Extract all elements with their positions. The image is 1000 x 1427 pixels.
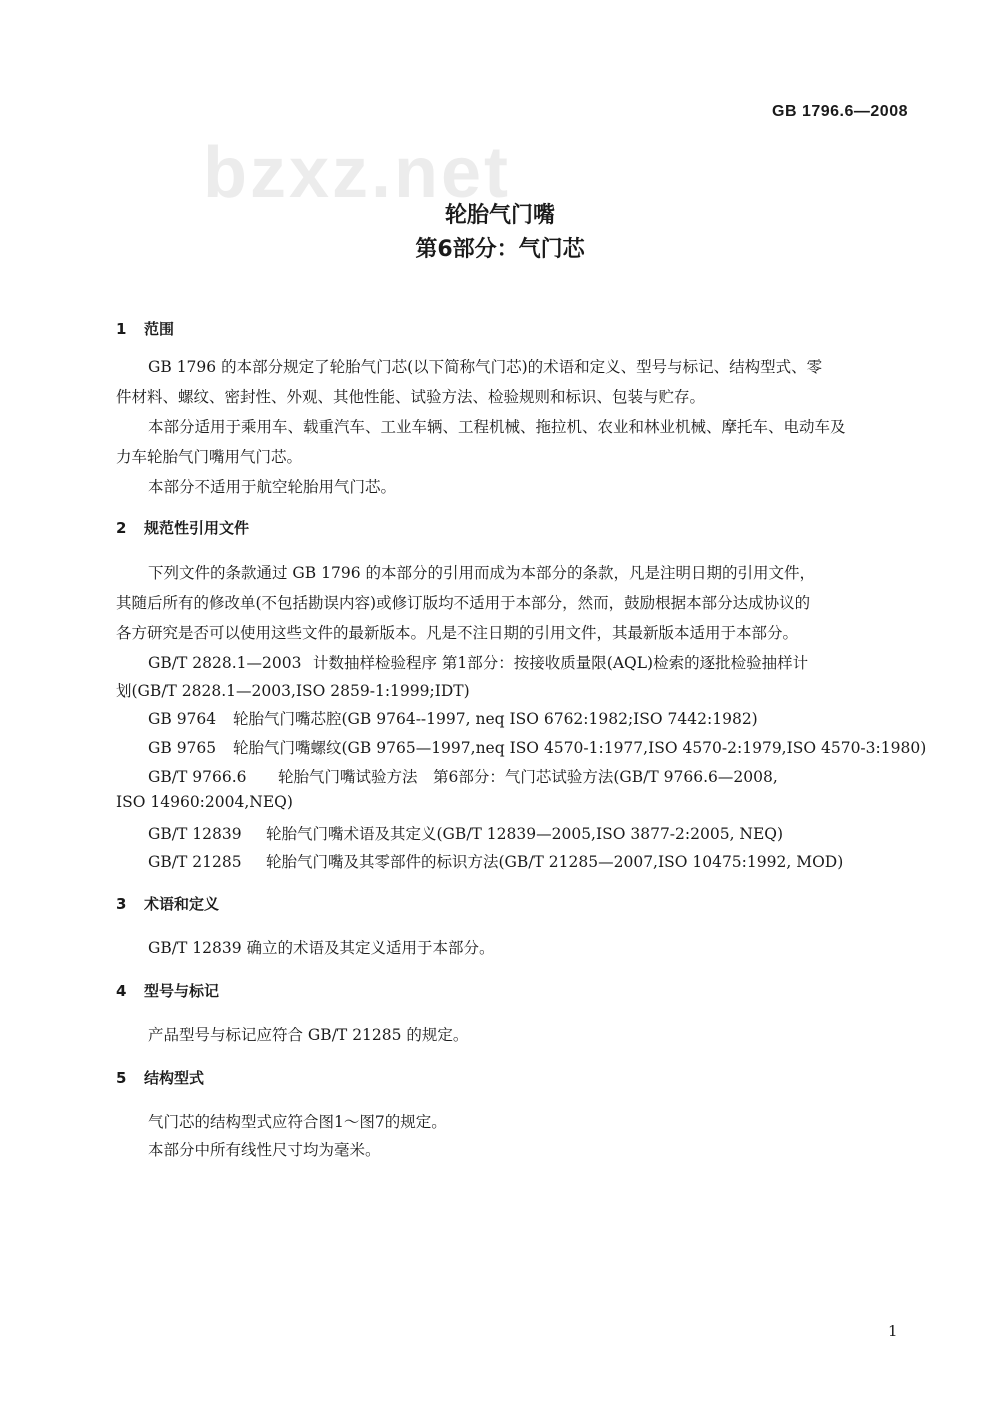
section-heading-model-marking xyxy=(116,980,219,1001)
section-title: 范围 xyxy=(144,320,175,338)
reference-code: GB/T 9766.6 xyxy=(148,768,247,786)
paragraph-line: 件材料、螺纹、密封性、外观、其他性能、试验方法、检验规则和标识、包装与贮存。 xyxy=(116,388,706,406)
reference-continuation: ISO 14960:2004,NEQ) xyxy=(116,793,293,811)
paragraph-line: 力车轮胎气门嘴用气门芯。 xyxy=(116,448,303,466)
section-title: 型号与标记 xyxy=(144,982,220,1000)
paragraph-line: 各方研究是否可以使用这些文件的最新版本。凡是不注日期的引用文件，其最新版本适用于本部分。 xyxy=(116,624,799,642)
section-heading-scope xyxy=(116,318,174,339)
reference-text: 轮胎气门嘴试验方法 第6部分：气门芯试验方法(GB/T 9766.6—2008, xyxy=(278,768,778,786)
reference-text: 轮胎气门嘴芯腔(GB 9764--1997, neq ISO 6762:1982;ISO 7442:1982) xyxy=(233,710,758,728)
paragraph-line: GB 1796 的本部分规定了轮胎气门芯(以下简称气门芯)的术语和定义、型号与标记、结构型式、零 xyxy=(148,358,823,376)
watermark: bzxz.net xyxy=(203,133,512,213)
paragraph-line: 下列文件的条款通过 GB 1796 的本部分的引用而成为本部分的条款，凡是注明日期的引用文件， xyxy=(148,564,816,582)
paragraph-line: 气门芯的结构型式应符合图1～图7的规定。 xyxy=(148,1113,447,1131)
reference-entry xyxy=(148,736,926,758)
paragraph-line: GB/T 12839 确立的术语及其定义适用于本部分。 xyxy=(148,939,495,957)
section-number: 3 xyxy=(116,895,127,913)
section-heading-terms xyxy=(116,893,219,914)
reference-code: GB/T 12839 xyxy=(148,825,242,843)
section-number: 5 xyxy=(116,1069,127,1087)
section-title: 结构型式 xyxy=(144,1069,205,1087)
reference-text: 轮胎气门嘴螺纹(GB 9765—1997,neq ISO 4570-1:1977,ISO 4570-2:1979,ISO 4570-3:1980) xyxy=(233,739,927,757)
reference-entry xyxy=(148,707,758,729)
paragraph-line: 其随后所有的修改单(不包括勘误内容)或修订版均不适用于本部分，然而，鼓励根据本部分达成协议的 xyxy=(116,594,811,612)
paragraph-line: 本部分不适用于航空轮胎用气门芯。 xyxy=(148,478,397,496)
document-subtitle: 第6部分：气门芯 xyxy=(415,237,585,262)
paragraph-line: 本部分适用于乘用车、载重汽车、工业车辆、工程机械、拖拉机、农业和林业机械、摩托车、电动车及 xyxy=(148,418,846,436)
reference-continuation: 划(GB/T 2828.1—2003,ISO 2859-1:1999;IDT) xyxy=(116,682,470,700)
section-number: 1 xyxy=(116,320,127,338)
section-title: 术语和定义 xyxy=(144,895,220,913)
paragraph-line: 本部分中所有线性尺寸均为毫米。 xyxy=(148,1141,381,1159)
reference-code: GB 9765 xyxy=(148,739,217,757)
reference-text: 计数抽样检验程序 第1部分：按接收质量限(AQL)检索的逐批检验抽样计 xyxy=(313,654,809,672)
section-number: 2 xyxy=(116,519,127,537)
document-title: 轮胎气门嘴 xyxy=(444,203,555,228)
reference-code: GB/T 21285 xyxy=(148,853,242,871)
page-number: 1 xyxy=(888,1322,898,1340)
reference-code: GB 9764 xyxy=(148,710,217,728)
reference-entry xyxy=(148,651,808,673)
section-heading-structure xyxy=(116,1067,204,1088)
reference-text: 轮胎气门嘴及其零部件的标识方法(GB/T 21285—2007,ISO 10475:1992, MOD) xyxy=(266,853,844,871)
section-title: 规范性引用文件 xyxy=(144,519,250,537)
reference-text: 轮胎气门嘴术语及其定义(GB/T 12839—2005,ISO 3877-2:2005, NEQ) xyxy=(266,825,784,843)
section-number: 4 xyxy=(116,982,127,1000)
reference-entry xyxy=(148,765,778,787)
section-heading-normative-references xyxy=(116,517,249,538)
standard-code: GB 1796.6—2008 xyxy=(772,103,908,120)
reference-entry xyxy=(148,850,843,872)
reference-code: GB/T 2828.1—2003 xyxy=(148,654,302,672)
reference-entry xyxy=(148,822,783,844)
paragraph-line: 产品型号与标记应符合 GB/T 21285 的规定。 xyxy=(148,1026,469,1044)
